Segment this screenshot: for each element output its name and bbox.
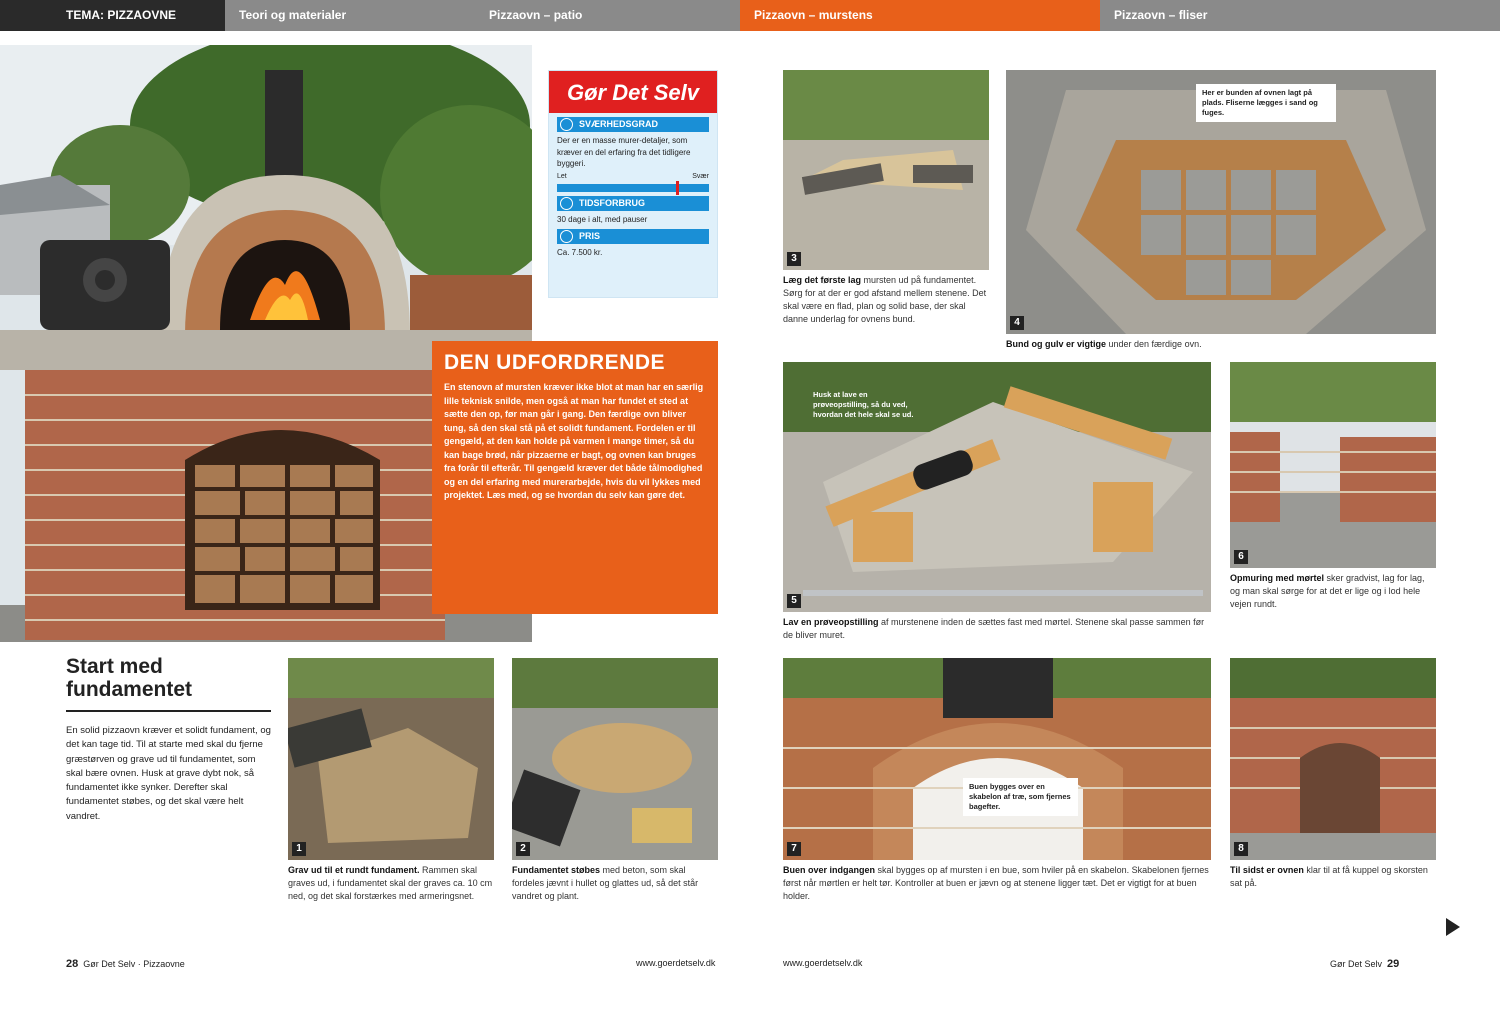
footer-right: Gør Det Selv 29	[1330, 958, 1400, 970]
difficulty-icon	[560, 118, 573, 131]
photo-number-4: 4	[1010, 316, 1024, 330]
gds-logo: Gør Det Selv	[549, 71, 717, 113]
caption-2: Fundamentet støbes med beton, som skal fordeles jævnt i hullet og glattes ud, så det står vandret og plant.	[512, 865, 699, 902]
caption-1: Grav ud til et rundt fundament. Rammen skal graves ud, i fundamentet skal der graves ca. 10 cm ned, og det skal forstærkes med armeringsnet.	[288, 865, 493, 902]
callout-photo-7: Buen bygges over en skabelon af træ, som fjernes bagefter.	[963, 778, 1078, 816]
difficulty-text: Der er en masse murer-detaljer, som kræver en del erfaring fra det tidligere byggeri.	[557, 136, 691, 169]
challenge-box	[432, 341, 718, 614]
section-heading: Start med fundamentet	[66, 655, 192, 702]
price-icon	[560, 230, 573, 243]
difficulty-header: SVÆRHEDSGRAD	[557, 117, 709, 132]
challenge-title: DEN UDFORDRENDE	[444, 351, 666, 374]
gds-info-box	[548, 70, 718, 298]
top-nav	[0, 0, 1500, 31]
intro-body: En solid pizzaovn kræver et solidt fundament, og det kan tage tid. Til at starte med skal du fjerne græstørven og grave ud til fundamentet, som skal bære ovnen. Husk at grave dybt nok, så fundamentet ikke synker. Derefter skal fundamentet støbes, og det skal være helt vandret.	[66, 725, 271, 822]
callout-photo-4: Her er bunden af ovnen lagt på plads. Fliserne lægges i sand og fuges.	[1196, 84, 1336, 122]
photo-number-2: 2	[516, 842, 530, 856]
difficulty-scale	[557, 184, 709, 192]
footer-right-url: www.goerdetselv.dk	[783, 958, 863, 968]
price-header: PRIS	[557, 229, 709, 244]
caption-5: Lav en prøveopstilling af murstenene inden de sættes fast med mørtel. Stenene skal passe sammen før de bliver muret.	[783, 617, 1205, 641]
caption-4: Bund og gulv er vigtige under den færdige ovn.	[1006, 339, 1202, 349]
clock-icon	[560, 197, 573, 210]
caption-7: Buen over indgangen skal bygges op af mursten i en bue, som hviler på en skabelon. Skabelonen fjernes først når mørtlen er helt tør. Kontroller at buen er jævn og at stenene ligger tæt. Det er vigtigt for at buen holder.	[783, 865, 1209, 902]
photo-number-1: 1	[292, 842, 306, 856]
nav-theme: TEMA: PIZZAOVNE	[0, 0, 225, 31]
photo-1-excavation	[288, 658, 494, 860]
caption-8: Til sidst er ovnen klar til at få kuppel og skorsten sat på.	[1230, 865, 1428, 889]
price-value: Ca. 7.500 kr.	[557, 248, 603, 258]
photo-8-finished-base	[1230, 658, 1436, 860]
photo-6-walls	[1230, 362, 1436, 568]
difficulty-scale-labels: Let Svær	[557, 172, 709, 180]
time-header: TIDSFORBRUG	[557, 196, 709, 211]
challenge-text: En stenovn af mursten kræver ikke blot at man har en særlig lille teknisk snilde, men også at man har fundet et sted at sætte den op, før man går i gang. Den færdige ovn bliver tung, så den skal stå på et solidt fundament. Fordelen er til gengæld, at den kan holde på varmen i mange timer, så du kan bage brød, når pizzaerne er bagt, og ovnen kan bruges fra forår til efterår. Til gengæld kræver det både tålmodighed og en del erfaring med murerarbejde, hvis du vil lykkes med projektet. Læs med, og se hvordan du selv kan gøre det.	[444, 382, 704, 500]
next-page-arrow-icon	[1446, 918, 1460, 936]
nav-tab-patio[interactable]: Pizzaovn – patio	[489, 8, 583, 22]
footer-left-url: www.goerdetselv.dk	[636, 958, 716, 968]
photo-7-arch	[783, 658, 1211, 860]
photo-number-8: 8	[1234, 842, 1248, 856]
difficulty-marker	[676, 181, 679, 195]
photo-5-test-layout	[783, 362, 1211, 612]
photo-number-6: 6	[1234, 550, 1248, 564]
nav-tab-theory[interactable]: Teori og materialer	[239, 8, 347, 22]
photo-3-first-layer	[783, 70, 989, 270]
time-value: 30 dage i alt, med pauser	[557, 214, 648, 224]
photo-number-3: 3	[787, 252, 801, 266]
callout-photo-5: Husk at lave en prøveopstilling, så du ved, hvordan det hele skal se ud.	[813, 390, 914, 420]
photo-number-5: 5	[787, 594, 801, 608]
photo-2-foundation	[512, 658, 718, 860]
nav-tab-tiles[interactable]: Pizzaovn – fliser	[1114, 8, 1208, 22]
footer-left: 28 Gør Det Selv · Pizzaovne	[66, 958, 185, 970]
photo-4-oven-floor	[1006, 70, 1436, 334]
heading-rule	[66, 710, 271, 712]
caption-3: Læg det første lag mursten ud på fundamentet. Sørg for at der er god afstand mellem stenene. Det skal være en flad, plan og solid base, der skal danne underlag for ovnens bund.	[783, 275, 987, 325]
caption-6: Opmuring med mørtel sker gradvist, lag for lag, og man skal sørge for at det er lige og i lod hele vejen rundt.	[1230, 573, 1425, 610]
nav-tab-brick[interactable]: Pizzaovn – murstens	[740, 0, 1100, 31]
photo-number-7: 7	[787, 842, 801, 856]
